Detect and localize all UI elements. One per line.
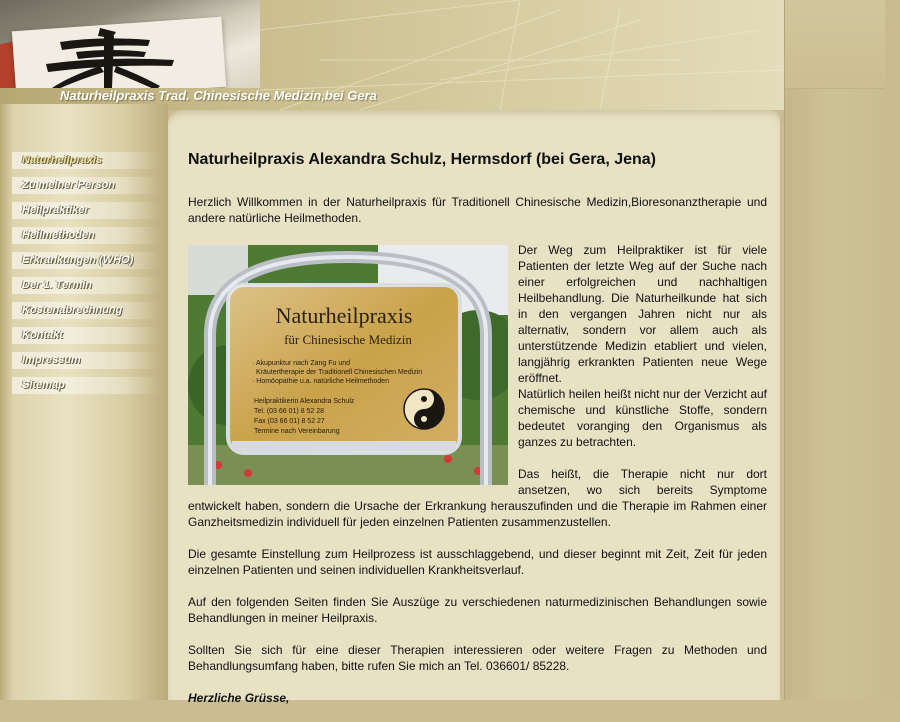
sign-bullet-1b: Kräutertherapie der Traditionell Chinesischen Medizin <box>256 369 423 376</box>
closing-greeting: Herzliche Grüsse, <box>188 691 290 705</box>
paragraph-1b-text: Natürlich heilen heißt nicht nur der Verzicht auf chemische und künstliche Stoffe, sondern bedeutet voranging den Organismus als ganzes zu betrachten. <box>518 387 767 449</box>
sign-name: Heilpraktikerin Alexandra Schulz <box>254 398 355 405</box>
nav-item-heilpraktiker[interactable]: Heilpraktiker <box>12 202 162 219</box>
sign-fax: Fax (03 66 01) 8 52 27 <box>254 418 325 425</box>
nav-item-sitemap[interactable]: Sitemap <box>12 377 162 394</box>
nav-item-kontakt[interactable]: Kontakt <box>12 327 162 344</box>
paragraph-1-text: Der Weg zum Heilpraktiker ist für viele Patienten der letzte Weg auf der Suche nach einer erfolgreichen und nachhaltigen Heilbehandlung. Die Naturheilkunde hat sich in den vergangen Jahren nicht nur als alternativ, sondern vor allem auch als unterstützende Medizin etabliert und vielen, langjährig erkrankten Patienten neue Wege eröffnet. <box>518 243 767 385</box>
site-header <box>0 0 784 110</box>
content-paragraph-3: Die gesamte Einstellung zum Heilprozess ist ausschlaggebend, und dieser beginnt mit Zeit, Zeit für jeden einzelnen Patienten und seinen individuellen Krankheitsverlauf. <box>188 547 767 577</box>
nav-item-heilmethoden[interactable]: Heilmethoden <box>12 227 162 244</box>
sign-bullet-2: · Homöopathie u.a. natürliche Heilmethoden <box>252 378 389 385</box>
yin-yang-icon <box>404 389 444 429</box>
right-decor-strip <box>784 0 900 700</box>
nav-item-zu-meiner-person[interactable]: Zu meiner Person <box>12 177 162 194</box>
sign-subtitle: für Chinesische Medizin <box>284 332 412 347</box>
sign-termine: Termine nach Vereinbarung <box>254 428 340 435</box>
main-content <box>168 110 780 705</box>
content-paragraph-2: Das heißt, die Therapie nicht nur dort ansetzen, wo sich bereits Symptome entwickelt haben, sondern die Ursache der Erkrankung herauszufinden und die Therapie im Rahmen einer Ganzheitsmedizin individuell für jeden einzelnen Patienten zusammenzustellen. <box>188 467 767 529</box>
page-title: Naturheilpraxis Alexandra Schulz, Hermsdorf (bei Gera, Jena) <box>188 151 656 168</box>
right-header-block <box>785 0 885 89</box>
nav-item-kostenabrechnung[interactable]: Kostenabrechnung <box>12 302 162 319</box>
calligraphy-glyph-icon <box>40 26 180 88</box>
content-paragraph-5: Sollten Sie sich für eine dieser Therapien interessieren oder weitere Fragen zu Methoden und Behandlungsumfang haben, bitte rufen Sie mich an Tel. 036601/ 85228. <box>188 643 767 673</box>
practice-sign-illustration <box>188 245 508 485</box>
nav-item-naturheilpraxis[interactable]: Naturheilpraxis <box>12 152 162 169</box>
site-title: Naturheilpraxis Trad. Chinesische Medizin,bei Gera <box>60 88 377 103</box>
sign-bullet-1: · Akupunktur nach Zang Fu und <box>252 360 351 367</box>
nav-item-erster-termin[interactable]: Der 1. Termin <box>12 277 162 294</box>
practice-sign-photo <box>188 245 508 485</box>
main-navigation <box>12 152 162 402</box>
nav-item-erkrankungen[interactable]: Erkrankungen (WHO) <box>12 252 162 269</box>
nav-item-impressum[interactable]: Impressum <box>12 352 162 369</box>
intro-paragraph: Herzlich Willkommen in der Naturheilpraxis für Traditionell Chinesische Medizin,Bioresonanztherapie und andere natürliche Heilmethoden. <box>188 195 767 225</box>
sign-tel: Tel. (03 66 01) 8 52 28 <box>254 408 325 415</box>
header-calligraphy-photo <box>0 0 260 88</box>
sign-title: Naturheilpraxis <box>275 303 413 328</box>
content-paragraph-4: Auf den folgenden Seiten finden Sie Auszüge zu verschiedenen naturmedizinischen Behandlungen sowie Behandlungen in meiner Heilpraxis. <box>188 595 767 625</box>
